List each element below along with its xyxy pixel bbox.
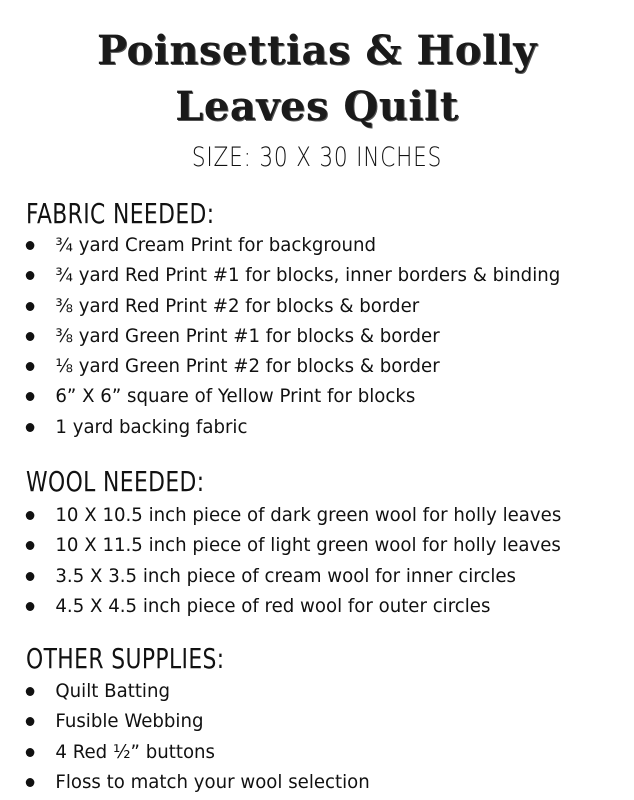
bullet-icon bbox=[26, 302, 35, 311]
bullet-icon bbox=[26, 332, 35, 341]
fabric-item-text: 1 yard backing fabric bbox=[55, 415, 248, 438]
bullet-icon bbox=[26, 748, 35, 757]
list-item bbox=[0, 412, 560, 442]
list-item bbox=[0, 230, 560, 260]
fabric-item-text: ¾ yard Cream Print for background bbox=[55, 234, 377, 256]
fabric-item-text: ⅜ yard Red Print #2 for blocks & border bbox=[55, 294, 420, 317]
fabric-heading: FABRIC NEEDED: bbox=[26, 197, 215, 230]
wool-list bbox=[0, 500, 588, 621]
supplies-item-text: Fusible Webbing bbox=[55, 710, 204, 733]
bullet-icon bbox=[26, 687, 35, 696]
list-item bbox=[0, 591, 561, 621]
list-item bbox=[0, 381, 560, 411]
quilt-size: SIZE: 30 X 30 INCHES bbox=[191, 142, 443, 173]
bullet-icon bbox=[26, 778, 35, 787]
supplies-item-text: Quilt Batting bbox=[55, 680, 171, 702]
supplies-list bbox=[0, 676, 387, 797]
bullet-icon bbox=[26, 717, 35, 726]
wool-heading: WOOL NEEDED: bbox=[26, 465, 205, 498]
list-item bbox=[0, 321, 560, 351]
list-item bbox=[0, 561, 561, 591]
list-item bbox=[0, 351, 560, 381]
list-item bbox=[0, 500, 561, 530]
list-item bbox=[0, 676, 370, 706]
fabric-item-text: 6” X 6” square of Yellow Print for blocks bbox=[55, 385, 416, 408]
wool-item-text: 10 X 10.5 inch piece of dark green wool for holly leaves bbox=[55, 504, 562, 526]
list-item bbox=[0, 706, 370, 736]
list-item bbox=[0, 530, 561, 560]
wool-item-text: 10 X 11.5 inch piece of light green wool for holly leaves bbox=[55, 534, 561, 557]
fabric-item-text: ⅛ yard Green Print #2 for blocks & border bbox=[55, 355, 440, 378]
fabric-list bbox=[0, 230, 587, 442]
title-line-1: Poinsettias & Holly bbox=[96, 27, 538, 74]
title-line-2: Leaves Quilt bbox=[175, 83, 459, 130]
list-item bbox=[0, 260, 560, 290]
bullet-icon bbox=[26, 602, 35, 611]
fabric-item-text: ¾ yard Red Print #1 for blocks, inner borders & binding bbox=[55, 264, 561, 287]
bullet-icon bbox=[26, 572, 35, 581]
bullet-icon bbox=[26, 241, 35, 250]
wool-item-text: 3.5 X 3.5 inch piece of cream wool for inner circles bbox=[55, 564, 516, 587]
bullet-icon bbox=[26, 423, 35, 432]
supplies-heading: OTHER SUPPLIES: bbox=[26, 642, 225, 675]
bullet-icon bbox=[26, 271, 35, 280]
list-item bbox=[0, 767, 370, 797]
bullet-icon bbox=[26, 511, 35, 520]
bullet-icon bbox=[26, 392, 35, 401]
list-item bbox=[0, 291, 560, 321]
fabric-item-text: ⅜ yard Green Print #1 for blocks & border bbox=[55, 324, 440, 347]
wool-item-text: 4.5 X 4.5 inch piece of red wool for outer circles bbox=[55, 594, 491, 617]
supplies-item-text: Floss to match your wool selection bbox=[55, 770, 370, 793]
bullet-icon bbox=[26, 541, 35, 550]
supplies-item-text: 4 Red ½” buttons bbox=[55, 740, 216, 763]
list-item bbox=[0, 737, 370, 767]
bullet-icon bbox=[26, 362, 35, 371]
